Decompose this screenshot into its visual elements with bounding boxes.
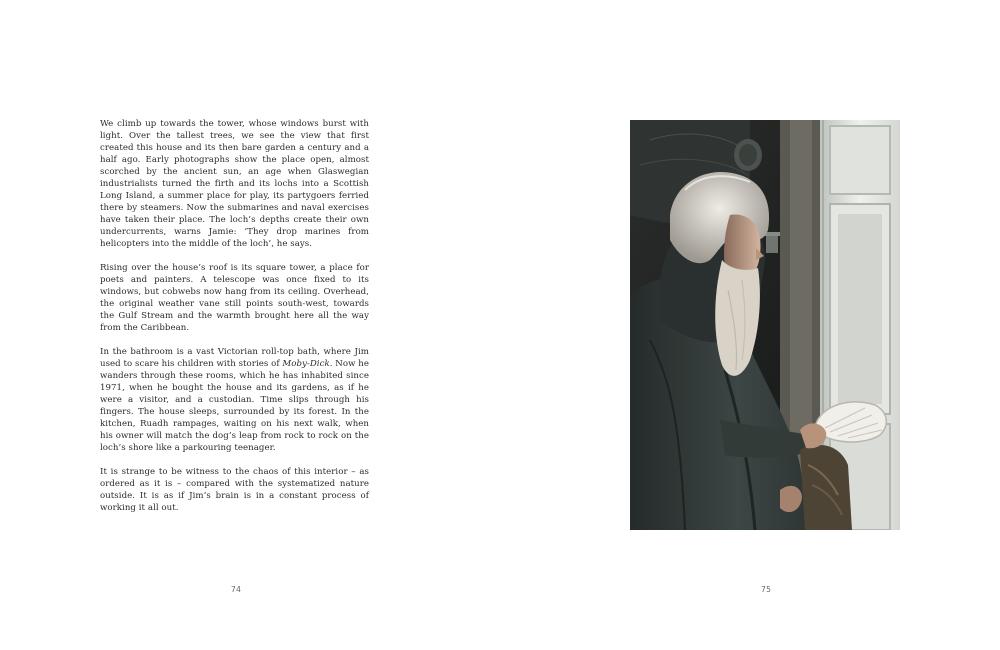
- page-number-right: 75: [761, 585, 772, 594]
- page-number-left: 74: [231, 585, 242, 594]
- paragraph-3: [100, 346, 369, 454]
- book-title-italic: Moby-Dick: [282, 359, 330, 369]
- body-text: [100, 118, 369, 526]
- paragraph-3-before: In the bathroom is a vast Victorian roll-top bath, where Jim used to scare his children with stories of: [100, 347, 369, 369]
- paragraph-4: It is strange to be witness to the chaos of this interior – as ordered as it is – compared with the systematized nature outside. It is as if Jim’s brain is in a constant process of working it all out.: [100, 467, 369, 513]
- right-page: [500, 0, 1000, 650]
- portrait-photo-icon: [630, 120, 900, 530]
- paragraph-2: Rising over the house’s roof is its square tower, a place for poets and painters. A telescope was once fixed to its windows, but cobwebs now hang from its ceiling. Overhead, the original weather vane still points south-west, towards the Gulf Stream and the warmth brought here all the way from the Caribbean.: [100, 263, 369, 333]
- paragraph-1: We climb up towards the tower, whose windows burst with light. Over the tallest trees, we see the view that first created this house and its then bare garden a century and a half ago. Early photographs show the place open, almost scorched by the ancient sun, an age when Glaswegian industrialists turned the firth and its lochs into a Scottish Long Island, a summer place for play, its partygoers ferried there by steamers. Now the submarines and naval exercises have taken their place. The loch’s depths create their own undercurrents, warns Jamie: ‘They drop marines from helicopters into the middle of the loch’, he says.: [100, 119, 369, 249]
- paragraph-3-after: . Now he wanders through these rooms, which he has inhabited since 1971, when he bought the house and its gardens, as if he were a visitor, and a custodian. Time slips through his fingers. The house sleeps, surrounded by its forest. In the kitchen, Ruadh rampages, waiting on his next walk, when his owner will match the dog’s leap from rock to rock on the loch’s shore like a parkouring teenager.: [100, 359, 369, 453]
- portrait-photo: [630, 120, 900, 530]
